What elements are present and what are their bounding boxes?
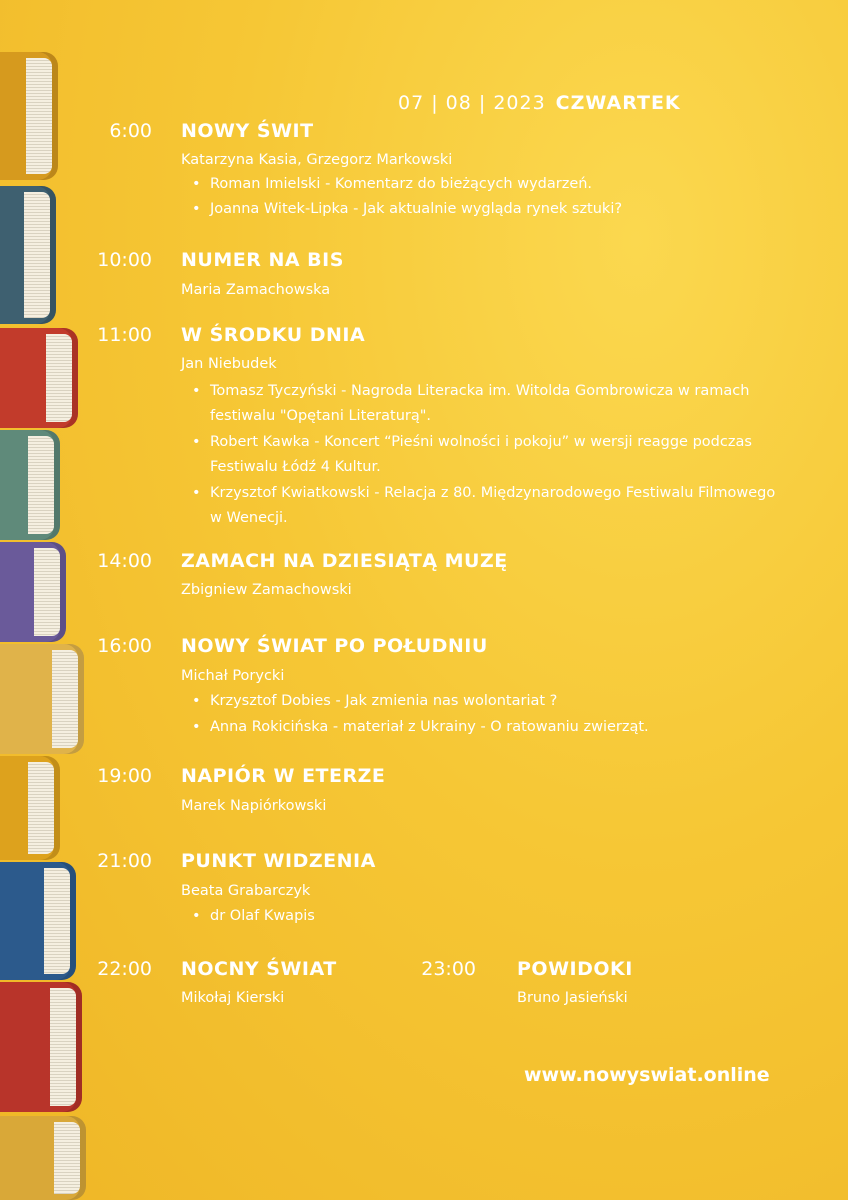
program-host: Maria Zamachowska: [181, 282, 331, 298]
program-title: PUNKT WIDZENIA: [181, 850, 376, 872]
program-title: NUMER NA BIS: [181, 249, 344, 271]
book: [0, 52, 58, 180]
program-item: • Krzysztof Kwiatkowski - Relacja z 80. Międzynarodowego Festiwalu Filmowego w Wenecji.: [192, 485, 776, 526]
program-title: W ŚRODKU DNIA: [181, 324, 366, 346]
program-item: • Joanna Witek-Lipka - Jak aktualnie wygląda rynek sztuki?: [192, 201, 623, 217]
time-23: 23:00: [421, 958, 476, 980]
program-item: • Krzysztof Dobies - Jak zmienia nas wolontariat ?: [192, 693, 558, 709]
website-link[interactable]: www.nowyswiat.online: [524, 1064, 770, 1086]
program-host: Marek Napiórkowski: [181, 798, 327, 814]
time-19: 19:00: [97, 765, 152, 787]
program-item: • Tomasz Tyczyński - Nagroda Literacka im. Witolda Gombrowicza w ramach festiwalu "Opętani Literaturą".: [192, 383, 750, 424]
program-title: NOCNY ŚWIAT: [181, 958, 337, 980]
program-host: Katarzyna Kasia, Grzegorz Markowski: [181, 152, 453, 168]
date-header: [398, 92, 681, 114]
program-item: • Roman Imielski - Komentarz do bieżących wydarzeń.: [192, 176, 593, 192]
time-10: 10:00: [97, 249, 152, 271]
program-host: Jan Niebudek: [181, 356, 277, 372]
book: [0, 982, 82, 1112]
program-title: NOWY ŚWIT: [181, 120, 314, 142]
program-host: Beata Grabarczyk: [181, 883, 311, 899]
weekday: CZWARTEK: [555, 92, 681, 114]
time-21: 21:00: [97, 850, 152, 872]
time-16: 16:00: [97, 635, 152, 657]
program-title: POWIDOKI: [517, 958, 633, 980]
program-item: • dr Olaf Kwapis: [192, 908, 315, 924]
program-host: Bruno Jasieński: [517, 990, 628, 1006]
time-6: 6:00: [109, 120, 152, 142]
time-11: 11:00: [97, 324, 152, 346]
program-item: • Anna Rokicińska - materiał z Ukrainy - O ratowaniu zwierząt.: [192, 719, 649, 735]
time-22: 22:00: [97, 958, 152, 980]
program-title: ZAMACH NA DZIESIĄTĄ MUZĘ: [181, 550, 508, 572]
book: [0, 644, 84, 754]
program-item: • Robert Kawka - Koncert “Pieśni wolności i pokoju” w wersji reagge podczas Festiwalu Łódź 4 Kultur.: [192, 434, 752, 475]
program-host: Mikołaj Kierski: [181, 990, 285, 1006]
program-host: Zbigniew Zamachowski: [181, 582, 352, 598]
book: [0, 1116, 86, 1200]
book-stack-decoration: [0, 0, 90, 1200]
program-title: NOWY ŚWIAT PO POŁUDNIU: [181, 635, 488, 657]
time-14: 14:00: [97, 550, 152, 572]
program-host: Michał Porycki: [181, 668, 285, 684]
date: 07 | 08 | 2023: [398, 92, 546, 114]
book: [0, 430, 60, 540]
program-title: NAPIÓR W ETERZE: [181, 765, 386, 787]
